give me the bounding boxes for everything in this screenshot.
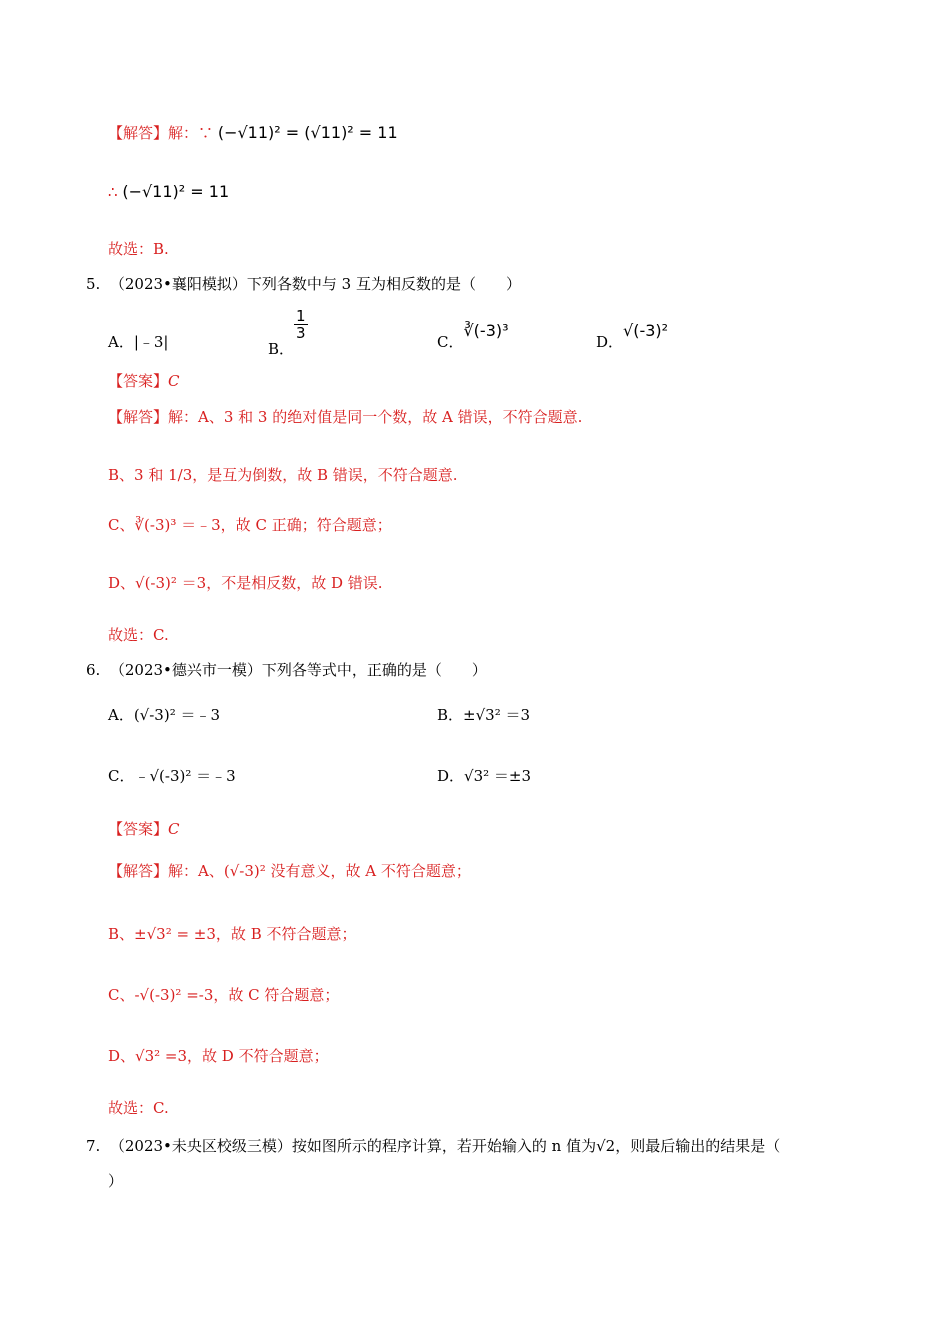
option-label: B．	[268, 339, 295, 358]
q5-option-c-expr: ∛(-3)³	[463, 321, 509, 340]
q5-option-b[interactable]	[268, 307, 308, 358]
question-source: （2023•未央区校级三模）	[109, 1137, 292, 1155]
q6-stem-line	[86, 659, 487, 681]
question-source: （2023•襄阳模拟）	[109, 275, 247, 293]
q6-solution-b: B、±√3² = ±3，故 B 不符合题意；	[108, 925, 357, 943]
answer-label: 【答案】	[108, 820, 169, 838]
question-stem: 按如图所示的程序计算，若开始输入的 n 值为√2，则最后输出的结果是（	[291, 1137, 781, 1155]
q6-option-a[interactable]: A．(√-3)² ＝﹣3	[108, 706, 221, 724]
q5-option-a[interactable]: A．|﹣3|	[108, 333, 169, 351]
question-source: （2023•德兴市一模）	[109, 661, 262, 679]
q6-answer	[108, 818, 180, 840]
q6-solution-a	[108, 860, 471, 882]
answer-value: C	[168, 820, 180, 838]
q5-solution-c: C、∛(-3)³ ＝﹣3，故 C 正确；符合题意；	[108, 516, 392, 534]
answer-value: C	[168, 372, 180, 390]
q5-option-d-expr: √(-3)²	[623, 321, 669, 340]
solution-prefix: 解：	[168, 124, 199, 142]
q6-solution-d: D、√3² =3，故 D 不符合题意；	[108, 1047, 329, 1065]
question-number: 7.	[86, 1137, 101, 1155]
q4-therefore-line	[108, 181, 229, 203]
because-symbol: ∵	[198, 124, 214, 142]
q6-option-d[interactable]: D．√3² ＝±3	[437, 767, 532, 785]
q5-solution-b: B、3 和 1/3，是互为倒数，故 B 错误，不符合题意.	[108, 466, 458, 484]
q6-option-b[interactable]: B．±√3² ＝3	[437, 706, 531, 724]
option-label: D．	[596, 333, 624, 351]
therefore-symbol: ∴	[108, 183, 118, 201]
solution-label: 【解答】	[108, 124, 169, 142]
solution-text: 解：A、(√-3)² 没有意义，故 A 不符合题意；	[168, 862, 471, 880]
q4-eq1-text: (−√11)² = (√11)² = 11	[217, 123, 398, 142]
question-stem: 下列各数中与 3 互为相反数的是（ ）	[246, 275, 521, 293]
q5-option-b-fraction: $\frac{1}{3}$	[296, 307, 306, 342]
q5-solution-d: D、√(-3)² ＝3，不是相反数，故 D 错误.	[108, 574, 383, 592]
option-label: C．	[437, 333, 464, 351]
q4-solution-line	[108, 122, 398, 144]
answer-label: 【答案】	[108, 372, 169, 390]
q6-choose: 故选：C.	[108, 1099, 169, 1117]
q4-eq1	[218, 123, 398, 142]
q5-answer	[108, 370, 180, 392]
q5-solution-a	[108, 406, 582, 428]
q7-stem-line	[86, 1135, 780, 1157]
solution-text: 解：A、3 和 3 的绝对值是同一个数，故 A 错误，不符合题意.	[168, 408, 583, 426]
solution-label: 【解答】	[108, 862, 169, 880]
question-stem: 下列各等式中，正确的是（ ）	[261, 661, 487, 679]
q5-stem-line	[86, 273, 521, 295]
question-number: 6.	[86, 661, 101, 679]
solution-label: 【解答】	[108, 408, 169, 426]
q7-stem-end: ）	[108, 1172, 124, 1190]
q6-option-c[interactable]: C．﹣√(-3)² ＝﹣3	[108, 767, 236, 785]
q5-option-d[interactable]	[596, 320, 669, 351]
q4-eq2: (−√11)² = 11	[122, 182, 230, 201]
q5-choose: 故选：C.	[108, 626, 169, 644]
question-number: 5.	[86, 275, 101, 293]
q5-option-c[interactable]	[437, 320, 509, 351]
q6-solution-c: C、-√(-3)² =-3，故 C 符合题意；	[108, 986, 340, 1004]
q4-choose: 故选：B.	[108, 240, 169, 258]
